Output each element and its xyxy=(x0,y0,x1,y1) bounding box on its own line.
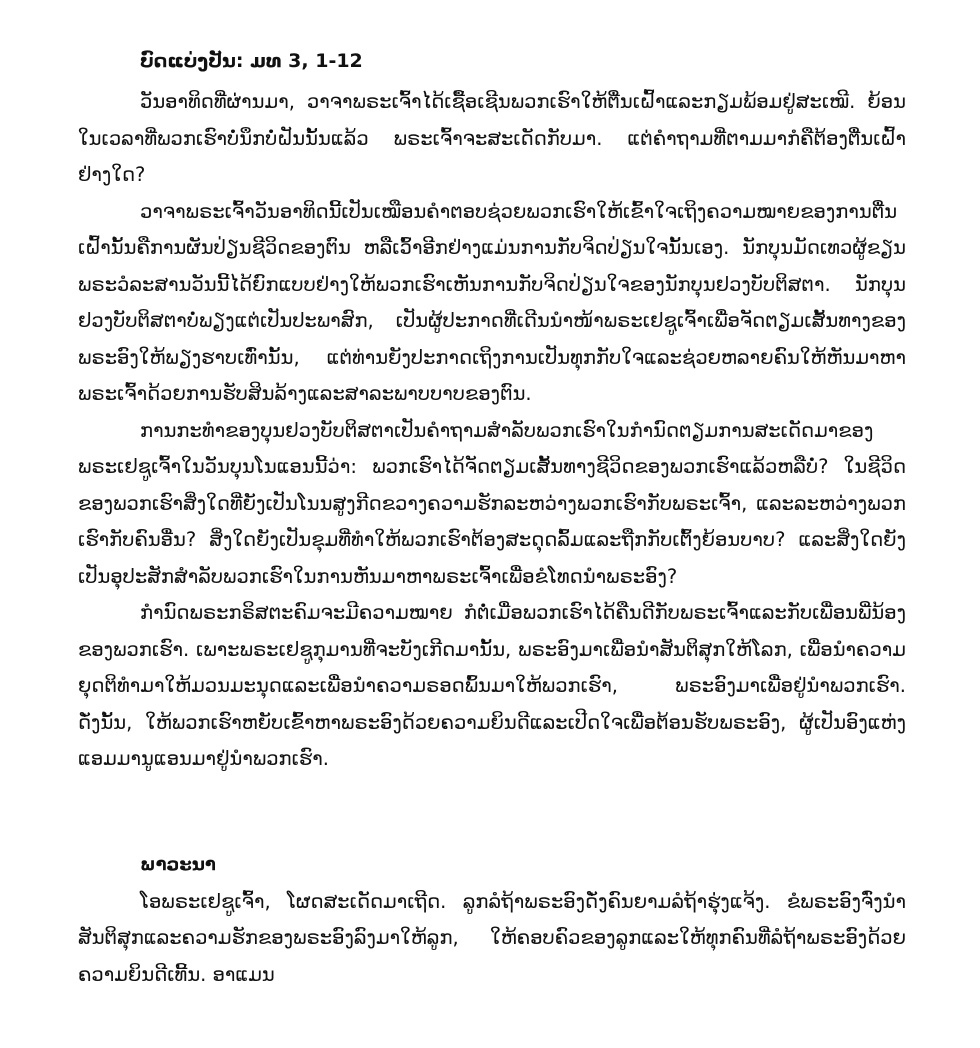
reading-paragraph-3: ການກະທຳຂອງບຸນຢວງບັບຕິສຕາເປັນຄຳຖາມສຳລັບພວກເຮົາໃນກຳນົດຕຽມການສະເດັດມາຂອງພຣະເຢຊູເຈົ້າໃນວັນບຸນໂນແອນນີ້ວ່າ: ພວກເຮົາໄດ້ຈັດຕຽມເສັ້ນທາງຊີວິດຂອງພວກເຮົາແລ້ວຫລືບໍ່? ໃນຊີວິດຂອງພວກເຮົາສິ່ງໃດທີ່ຍັງເປັນໂນນສູງກີດຂວາງຄວາມຮັກລະຫວ່າງພວກເຮົາກັບພຣະເຈົ້າ, ແລະລະຫວ່າງພວກເຮົາກັບຄົນອື່ນ? ສິ່ງໃດຍັງເປັນຂຸມທີ່ທຳໃຫ້ພວກເຮົາຕ້ອງສະດຸດລົ້ມແລະຖືກກັບເຕົ້ງຍ້ອນບາບ? ແລະສິ່ງໃດຍັງເປັນອຸປະສັກສຳລັບພວກເຮົາໃນການຫັນມາຫາພຣະເຈົ້າເພື່ອຂໍໂທດນຳພຣະອົງ? xyxy=(78,418,906,588)
reading-paragraph-2: ວາຈາພຣະເຈົ້າວັນອາທິດນີ້ເປັນເໝືອນຄຳຕອບຊ່ວຍພວກເຮົາໃຫ້ເຂົ້າໃຈເຖິງຄວາມໝາຍຂອງການຕື່ນເຝົ້ານັ້ນຄືການຜັນປ່ຽນຊີວິດຂອງຕົນ ຫລືເວົ້າອີກຢ່າງແມ່ນການກັບຈິດປ່ຽນໃຈນັ້ນເອງ. ນັກບຸນມັດເທວຜູ້ຂຽນພຣະວໍລະສານວັນນີ້ໄດ້ຍົກແບບຢ່າງໃຫ້ພວກເຮົາເຫັນການກັບຈິດປ່ຽນໃຈຂອງນັກບຸນຢວງບັບຕິສຕາ. ນັກບຸນຢວງບັບຕິສຕາບໍ່ພຽງແຕ່ເປັນປະພາສົກ, ເປັນຜູ້ປະກາດທີ່ເດີນນຳໜ້າພຣະເຢຊູເຈົ້າເພື່ອຈັດຕຽມເສັ້ນທາງຂອງພຣະອົງໃຫ້ພຽງຮາບເທົ່ານັ້ນ, ແຕ່ທ່ານຍັງປະກາດເຖິງການເປັນທຸກກັບໃຈແລະຊ່ວຍຫລາຍຄົນໃຫ້ຫັນມາຫາພຣະເຈົ້າດ້ວຍການຮັບສິນລ້າງແລະສາລະພາບບາບຂອງຕົນ. xyxy=(78,199,906,405)
reading-paragraph-1: ວັນອາທິດທີ່ຜ່ານມາ, ວາຈາພຣະເຈົ້າໄດ້ເຊື້ອເຊີນພວກເຮົາໃຫ້ຕື່ນເຝົ້າແລະກຽມພ້ອມຢູ່ສະເໝີ. ຍ້ອນໃນເວລາທີ່ພວກເຮົາບໍ່ນຶກບໍ່ຝັນນັ້ນແລ້ວ ພຣະເຈົ້າຈະສະເດັດກັບມາ. ແຕ່ຄຳຖາມທີ່ຕາມມາກໍຄືຕ້ອງຕື່ນເຝົ້າຢ່າງໃດ? xyxy=(78,90,906,186)
reading-heading: ບົດແບ່ງປັນ: ມທ 3, 1-12 xyxy=(140,50,363,72)
prayer-paragraph: ໂອພຣະເຢຊູເຈົ້າ, ໂຜດສະເດັດມາເຖີດ. ລູກລໍຖ້າພຣະອົງດັ່ງຄົນຍາມລໍຖ້າຮຸ່ງແຈ້ງ. ຂໍພຣະອົງຈົ່ງນຳສັນຕິສຸກແລະຄວາມຮັກຂອງພຣະອົງລົງມາໃຫ້ລູກ, ໃຫ້ຄອບຄົວຂອງລູກແລະໃຫ້ທຸກຄົນທີ່ລໍຖ້າພຣະອົງດ້ວຍຄວາມຍິນດີເທີ້ນ. ອາແມນ xyxy=(78,889,906,986)
section-spacer xyxy=(78,778,906,848)
document-page xyxy=(78,30,906,993)
reading-paragraph-4: ກຳນົດພຣະກຣິສຕະຄົມຈະມີຄວາມໝາຍ ກໍຕໍ່ເມື່ອພວກເຮົາໄດ້ຄືນດີກັບພຣະເຈົ້າແລະກັບເພື່ອນພີ່ນ້ອງຂອງພວກເຮົາ. ເພາະພຣະເຢຊູກຸມານທີ່ຈະບັງເກີດມານັ້ນ, ພຣະອົງມາເພື່ອນຳສັນຕິສຸກໃຫ້ໂລກ, ເພື່ອນຳຄວາມຍຸດຕິທຳມາໃຫ້ມວນມະນຸດແລະເພື່ອນຳຄວາມຣອດພົ້ນມາໃຫ້ພວກເຮົາ, ພຣະອົງມາເພື່ອຢູ່ນຳພວກເຮົາ. ດັ່ງນັ້ນ, ໃຫ້ພວກເຮົາຫຍັບເຂົ້າຫາພຣະອົງດ້ວຍຄວາມຍິນດີແລະເປີດໃຈເພື່ອຕ້ອນຮັບພຣະອົງ, ຜູ້ເປັນອົງແຫ່ງແອມມານູແອນມາຢູ່ນຳພວກເຮົາ. xyxy=(78,601,906,770)
prayer-heading: ພາວະນາ xyxy=(140,853,216,875)
